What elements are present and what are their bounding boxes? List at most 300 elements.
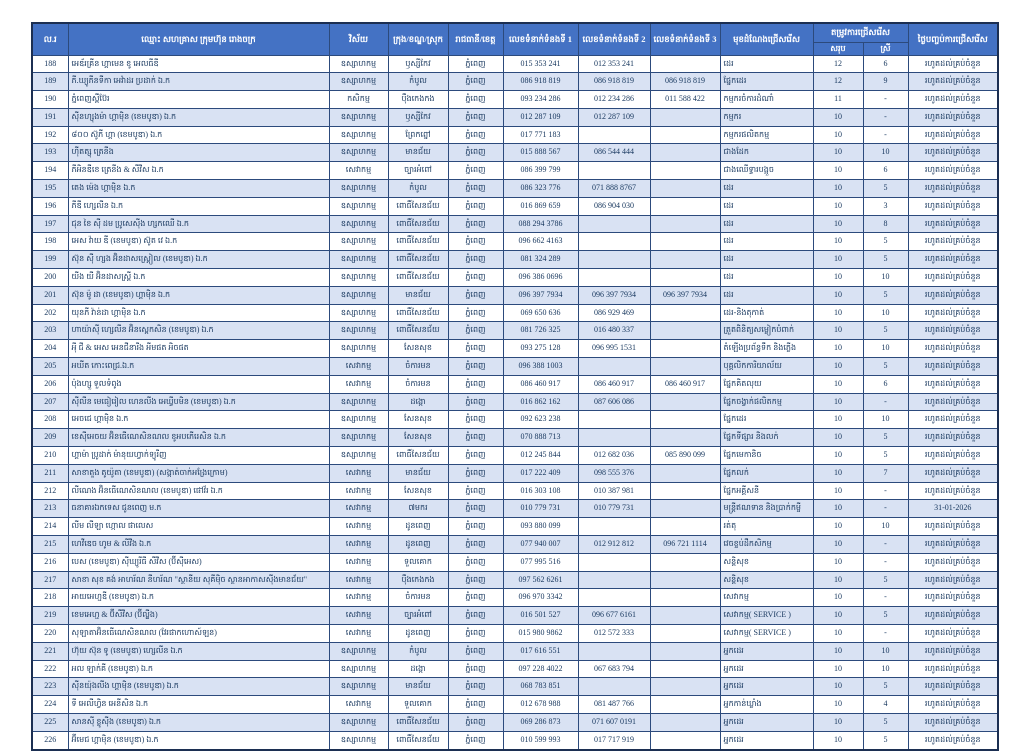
- cell-province: ភ្នំពេញ: [448, 464, 503, 482]
- cell-province: ភ្នំពេញ: [448, 642, 503, 660]
- cell-demand-female: 4: [863, 696, 908, 714]
- cell-no: 212: [32, 482, 68, 500]
- table-row: [32, 375, 998, 393]
- cell-no: 200: [32, 269, 68, 287]
- cell-demand-female: 10: [863, 411, 908, 429]
- cell-phone2: 067 683 794: [578, 660, 650, 678]
- cell-province: ភ្នំពេញ: [448, 678, 503, 696]
- cell-no: 188: [32, 55, 68, 73]
- cell-province: ភ្នំពេញ: [448, 553, 503, 571]
- cell-district: ពោធិ៍សែនជ័យ: [388, 447, 448, 465]
- cell-demand-female: 5: [863, 358, 908, 376]
- cell-demand-total: 10: [813, 215, 863, 233]
- cell-position: អ្នកកាន់ឃ្លាំង: [720, 696, 813, 714]
- cell-phone3: [650, 660, 720, 678]
- cell-sector: ឧស្សាហកម្ម: [329, 304, 388, 322]
- cell-phone1: 096 970 3342: [503, 589, 578, 607]
- cell-demand-female: 6: [863, 55, 908, 73]
- cell-demand-female: 5: [863, 607, 908, 625]
- table-row: [32, 269, 998, 287]
- cell-phone3: [650, 358, 720, 376]
- cell-phone3: [650, 500, 720, 518]
- cell-demand-female: -: [863, 536, 908, 554]
- cell-phone3: [650, 108, 720, 126]
- cell-province: ភ្នំពេញ: [448, 108, 503, 126]
- cell-district: ដង្កោ: [388, 393, 448, 411]
- cell-sector: សេវាកម្ម: [329, 607, 388, 625]
- cell-demand-total: 10: [813, 607, 863, 625]
- cell-province: ភ្នំពេញ: [448, 571, 503, 589]
- table-row: [32, 553, 998, 571]
- cell-company-name: ស៊ុន ម៉ូ ដា (ខេមបូឌា) ហ្គាម៉ិន ឯ.ក: [68, 286, 329, 304]
- cell-deadline: រហូតដល់គ្រប់ចំនួន: [908, 536, 998, 554]
- cell-deadline: រហូតដល់គ្រប់ចំនួន: [908, 144, 998, 162]
- cell-sector: ឧស្សាហកម្ម: [329, 429, 388, 447]
- cell-demand-total: 10: [813, 500, 863, 518]
- table-row: [32, 197, 998, 215]
- cell-deadline: រហូតដល់គ្រប់ចំនួន: [908, 482, 998, 500]
- cell-phone3: [650, 607, 720, 625]
- cell-position: បុគ្គលិកការិយាល័យ: [720, 358, 813, 376]
- cell-phone2: 071 888 8767: [578, 180, 650, 198]
- cell-deadline: រហូតដល់គ្រប់ចំនួន: [908, 304, 998, 322]
- table-row: [32, 447, 998, 465]
- cell-demand-female: 6: [863, 162, 908, 180]
- cell-deadline: រហូតដល់គ្រប់ចំនួន: [908, 73, 998, 91]
- cell-province: ភ្នំពេញ: [448, 500, 503, 518]
- cell-position: កម្មករ: [720, 108, 813, 126]
- table-row: [32, 536, 998, 554]
- cell-demand-female: 3: [863, 197, 908, 215]
- table-row: [32, 642, 998, 660]
- cell-no: 194: [32, 162, 68, 180]
- cell-province: ភ្នំពេញ: [448, 144, 503, 162]
- cell-position: តំឡើងប្រព័ន្ធទឹក និងភ្លើង: [720, 340, 813, 358]
- cell-company-name: ធនាគារឯកទេស ជូនពេញ ម.ក: [68, 500, 329, 518]
- cell-demand-female: -: [863, 108, 908, 126]
- cell-sector: ឧស្សាហកម្ម: [329, 286, 388, 304]
- cell-company-name: សាខា សុខ គង់ អាហរ័ណ នីហរ័ណ "ស្ថានីយ សុគីម៉ិច ស្ថានអាកាសស៊ីងមានជ័យ": [68, 571, 329, 589]
- cell-phone1: 017 771 183: [503, 126, 578, 144]
- cell-no: 190: [32, 91, 68, 109]
- cell-sector: ឧស្សាហកម្ម: [329, 55, 388, 73]
- cell-province: ភ្នំពេញ: [448, 73, 503, 91]
- cell-demand-female: 10: [863, 660, 908, 678]
- cell-province: ភ្នំពេញ: [448, 518, 503, 536]
- cell-company-name: សុឡាតាអ៊ិនធើណេសិនណល (វែរផាកហោស៍ឡន): [68, 625, 329, 643]
- cell-sector: សេវាកម្ម: [329, 500, 388, 518]
- cell-phone2: [578, 678, 650, 696]
- table-row: [32, 500, 998, 518]
- cell-phone2: 012 234 286: [578, 91, 650, 109]
- cell-sector: សេវាកម្ម: [329, 162, 388, 180]
- cell-phone3: [650, 678, 720, 696]
- table-row: [32, 358, 998, 376]
- cell-no: 204: [32, 340, 68, 358]
- cell-deadline: រហូតដល់គ្រប់ចំនួន: [908, 589, 998, 607]
- cell-district: មានជ័យ: [388, 144, 448, 162]
- cell-company-name: លីណេង អ៊ិនធើណេសិនណល (ខេមបូឌា) ផៅវ័រ ឯ.ក: [68, 482, 329, 500]
- cell-district: ពោធិ៍សែនជ័យ: [388, 269, 448, 287]
- cell-sector: សេវាកម្ម: [329, 553, 388, 571]
- cell-province: ភ្នំពេញ: [448, 126, 503, 144]
- cell-demand-total: 10: [813, 464, 863, 482]
- cell-no: 210: [32, 447, 68, 465]
- cell-no: 219: [32, 607, 68, 625]
- cell-phone3: [650, 180, 720, 198]
- cell-province: ភ្នំពេញ: [448, 197, 503, 215]
- table-row: [32, 180, 998, 198]
- cell-phone1: 068 783 851: [503, 678, 578, 696]
- cell-province: ភ្នំពេញ: [448, 482, 503, 500]
- cell-demand-total: 10: [813, 642, 863, 660]
- cell-company-name: ប៉ុងហ្សួ ទួលទំពូង: [68, 375, 329, 393]
- cell-sector: ឧស្សាហកម្ម: [329, 340, 388, 358]
- cell-demand-female: 10: [863, 144, 908, 162]
- cell-phone1: 081 726 325: [503, 322, 578, 340]
- cell-district: ចំការមន: [388, 358, 448, 376]
- cell-sector: សេវាកម្ម: [329, 589, 388, 607]
- cell-no: 195: [32, 180, 68, 198]
- cell-deadline: រហូតដល់គ្រប់ចំនួន: [908, 678, 998, 696]
- cell-phone3: [650, 215, 720, 233]
- table-row: [32, 144, 998, 162]
- cell-demand-total: 10: [813, 589, 863, 607]
- cell-phone1: 096 388 1003: [503, 358, 578, 376]
- cell-demand-total: 10: [813, 286, 863, 304]
- cell-no: 222: [32, 660, 68, 678]
- cell-province: ភ្នំពេញ: [448, 411, 503, 429]
- table-row: [32, 464, 998, 482]
- cell-company-name: ហ្គាម៉ា ប្រូដាក់ ម៉ានុយហ្វាក់ទ្យូរីញ: [68, 447, 329, 465]
- cell-district: កំបូល: [388, 180, 448, 198]
- cell-phone1: 016 501 527: [503, 607, 578, 625]
- cell-deadline: រហូតដល់គ្រប់ចំនួន: [908, 447, 998, 465]
- cell-province: ភ្នំពេញ: [448, 340, 503, 358]
- cell-phone3: [650, 713, 720, 731]
- cell-no: 213: [32, 500, 68, 518]
- cell-sector: ឧស្សាហកម្ម: [329, 713, 388, 731]
- cell-province: ភ្នំពេញ: [448, 215, 503, 233]
- cell-province: ភ្នំពេញ: [448, 625, 503, 643]
- cell-phone3: [650, 55, 720, 73]
- cell-position: ជាងដែក: [720, 144, 813, 162]
- cell-sector: ឧស្សាហកម្ម: [329, 144, 388, 162]
- cell-company-name: អាយអេហ្ជឌី (ខេមបូឌា) ឯ.ក: [68, 589, 329, 607]
- cell-company-name: សានស៊ី ខ្លូស៊ីង (ខេមបូឌា) ឯ.ក: [68, 713, 329, 731]
- cell-position: ដេរ: [720, 55, 813, 73]
- cell-phone2: 086 544 444: [578, 144, 650, 162]
- cell-demand-female: 6: [863, 375, 908, 393]
- table-row: [32, 108, 998, 126]
- table-row: [32, 233, 998, 251]
- cell-deadline: រហូតដល់គ្រប់ចំនួន: [908, 251, 998, 269]
- cell-sector: ឧស្សាហកម្ម: [329, 678, 388, 696]
- cell-phone1: 070 888 713: [503, 429, 578, 447]
- cell-phone3: 085 890 099: [650, 447, 720, 465]
- cell-phone1: 012 678 988: [503, 696, 578, 714]
- cell-deadline: រហូតដល់គ្រប់ចំនួន: [908, 215, 998, 233]
- cell-position: ផ្នែកទីផ្សារ និងលក់: [720, 429, 813, 447]
- table-row: [32, 518, 998, 536]
- cell-phone2: [578, 233, 650, 251]
- cell-deadline: រហូតដល់គ្រប់ចំនួន: [908, 375, 998, 393]
- cell-district: ព្រែកព្នៅ: [388, 126, 448, 144]
- cell-province: ភ្នំពេញ: [448, 607, 503, 625]
- cell-demand-female: 9: [863, 73, 908, 91]
- cell-deadline: រហូតដល់គ្រប់ចំនួន: [908, 126, 998, 144]
- header-company-name: ឈ្មោះ សហគ្រាស ក្រុមហ៊ុន រោងចក្រ: [68, 23, 329, 55]
- cell-no: 196: [32, 197, 68, 215]
- cell-deadline: រហូតដល់គ្រប់ចំនួន: [908, 625, 998, 643]
- table-row: [32, 393, 998, 411]
- cell-demand-total: 10: [813, 536, 863, 554]
- cell-demand-total: 10: [813, 126, 863, 144]
- cell-district: សែនសុខ: [388, 429, 448, 447]
- cell-sector: ឧស្សាហកម្ម: [329, 269, 388, 287]
- cell-no: 226: [32, 731, 68, 749]
- cell-company-name: ភី.ឃ្យូភីនទីកា អេវ៉ាដរ ប្រដាក់ ឯ.ក: [68, 73, 329, 91]
- cell-phone2: 012 572 333: [578, 625, 650, 643]
- cell-phone2: 012 912 812: [578, 536, 650, 554]
- cell-phone3: 086 460 917: [650, 375, 720, 393]
- cell-phone3: [650, 571, 720, 589]
- cell-province: ភ្នំពេញ: [448, 286, 503, 304]
- cell-no: 221: [32, 642, 68, 660]
- cell-province: ភ្នំពេញ: [448, 91, 503, 109]
- cell-phone1: 092 623 238: [503, 411, 578, 429]
- cell-demand-female: 5: [863, 322, 908, 340]
- cell-province: ភ្នំពេញ: [448, 713, 503, 731]
- cell-demand-total: 10: [813, 340, 863, 358]
- cell-district: កំបូល: [388, 73, 448, 91]
- cell-phone2: 071 607 0191: [578, 713, 650, 731]
- cell-phone3: [650, 393, 720, 411]
- cell-phone3: 086 918 819: [650, 73, 720, 91]
- cell-phone1: 010 599 993: [503, 731, 578, 749]
- cell-no: 215: [32, 536, 68, 554]
- cell-province: ភ្នំពេញ: [448, 162, 503, 180]
- cell-demand-total: 10: [813, 144, 863, 162]
- cell-company-name: ភ្នំពេញស្ពឺប៊ែរ: [68, 91, 329, 109]
- cell-phone3: 011 588 422: [650, 91, 720, 109]
- cell-position: អ្នកដេរ: [720, 660, 813, 678]
- cell-district: ច្បារអំពៅ: [388, 162, 448, 180]
- cell-phone3: [650, 482, 720, 500]
- cell-no: 198: [32, 233, 68, 251]
- cell-phone2: 086 918 819: [578, 73, 650, 91]
- cell-phone1: 096 397 7934: [503, 286, 578, 304]
- cell-position: សេវាកម្ម( SERVICE ): [720, 625, 813, 643]
- cell-company-name: ស៊ុន ស៊ី ហ្សង អ៊ិនដាសស្រ្តៀល (ខេមបូឌា) ឯ.ក: [68, 251, 329, 269]
- cell-phone2: 017 717 919: [578, 731, 650, 749]
- cell-district: ទួលគោក: [388, 553, 448, 571]
- cell-position: អ្នកដេរ: [720, 678, 813, 696]
- cell-district: ចំការមន: [388, 375, 448, 393]
- cell-sector: ឧស្សាហកម្ម: [329, 731, 388, 749]
- cell-position: ដេរ: [720, 215, 813, 233]
- table-row: [32, 696, 998, 714]
- cell-deadline: រហូតដល់គ្រប់ចំនួន: [908, 642, 998, 660]
- cell-deadline: រហូតដល់គ្រប់ចំនួន: [908, 55, 998, 73]
- cell-sector: ឧស្សាហកម្ម: [329, 197, 388, 215]
- cell-company-name: អ៊ីមេជ ហ្គាម៉ិន (ខេមបូឌា) ឯ.ក: [68, 731, 329, 749]
- cell-position: ដេរ: [720, 269, 813, 287]
- cell-demand-total: 10: [813, 304, 863, 322]
- cell-deadline: រហូតដល់គ្រប់ចំនួន: [908, 464, 998, 482]
- table-row: [32, 322, 998, 340]
- cell-deadline: រហូតដល់គ្រប់ចំនួន: [908, 731, 998, 749]
- cell-sector: ឧស្សាហកម្ម: [329, 108, 388, 126]
- cell-demand-female: -: [863, 393, 908, 411]
- cell-position: អ្នកដេរ: [720, 713, 813, 731]
- cell-position: កម្មករចំការដំណាំ: [720, 91, 813, 109]
- cell-phone2: [578, 429, 650, 447]
- table-row: [32, 55, 998, 73]
- cell-sector: ឧស្សាហកម្ម: [329, 393, 388, 411]
- cell-demand-total: 10: [813, 713, 863, 731]
- cell-demand-total: 10: [813, 322, 863, 340]
- cell-province: ភ្នំពេញ: [448, 269, 503, 287]
- cell-company-name: លីម លីឡា ហ្កោល ផាលេស: [68, 518, 329, 536]
- cell-no: 217: [32, 571, 68, 589]
- cell-deadline: រហូតដល់គ្រប់ចំនួន: [908, 286, 998, 304]
- cell-district: ពោធិ៍សែនជ័យ: [388, 304, 448, 322]
- cell-position: សេវាកម្ម( SERVICE ): [720, 607, 813, 625]
- cell-phone2: 086 929 469: [578, 304, 650, 322]
- cell-no: 191: [32, 108, 68, 126]
- cell-district: មានជ័យ: [388, 464, 448, 482]
- cell-demand-total: 10: [813, 731, 863, 749]
- cell-demand-total: 11: [813, 91, 863, 109]
- cell-deadline: រហូតដល់គ្រប់ចំនួន: [908, 571, 998, 589]
- cell-demand-female: -: [863, 553, 908, 571]
- cell-demand-female: -: [863, 91, 908, 109]
- cell-sector: ឧស្សាហកម្ម: [329, 215, 388, 233]
- cell-district: ប៉ឹងកេងកង: [388, 91, 448, 109]
- table-header: [32, 23, 998, 55]
- cell-province: ភ្នំពេញ: [448, 180, 503, 198]
- cell-position: វេចខ្ចប់ដឹកសិកម្ម: [720, 536, 813, 554]
- cell-phone2: [578, 358, 650, 376]
- cell-province: ភ្នំពេញ: [448, 358, 503, 376]
- cell-company-name: ៨០០ ស៊ូភី ហ្គា (ខេមបូឌា) ឯ.ក: [68, 126, 329, 144]
- cell-district: ពោធិ៍សែនជ័យ: [388, 251, 448, 269]
- cell-district: ពោធិ៍សែនជ័យ: [388, 731, 448, 749]
- cell-company-name: អេឌ័រគ្រីន ហ្គាមេន ខូ អេលធីឌី: [68, 55, 329, 73]
- cell-company-name: អល ឡាក់គី (ខេមបូឌា) ឯ.ក: [68, 660, 329, 678]
- cell-phone1: 016 869 659: [503, 197, 578, 215]
- cell-company-name: ហ៊ុយ ស៊ុន ទូ (ខេមបូឌា) ហ្សេលីន ឯ.ក: [68, 642, 329, 660]
- cell-demand-female: 10: [863, 340, 908, 358]
- cell-phone3: [650, 322, 720, 340]
- cell-sector: ឧស្សាហកម្ម: [329, 447, 388, 465]
- cell-demand-female: 10: [863, 518, 908, 536]
- cell-province: ភ្នំពេញ: [448, 251, 503, 269]
- cell-sector: ឧស្សាហកម្ម: [329, 73, 388, 91]
- cell-province: ភ្នំពេញ: [448, 322, 503, 340]
- cell-company-name: ហាយ៉ាស៊ី ហ្សេលីន អ៊ិនស្ពេកសិន (ខេមបូឌា) ឯ.ក: [68, 322, 329, 340]
- cell-district: ដង្កោ: [388, 660, 448, 678]
- cell-company-name: យុនភី វ៉ាន់ដា ហ្គាម៉ិន ឯ.ក: [68, 304, 329, 322]
- cell-deadline: រហូតដល់គ្រប់ចំនួន: [908, 713, 998, 731]
- cell-demand-total: 10: [813, 180, 863, 198]
- cell-no: 199: [32, 251, 68, 269]
- table-body: [32, 55, 998, 750]
- cell-district: ទួលគោក: [388, 696, 448, 714]
- cell-company-name: សាខាតួង តូយ៉ូតា (ខេមបូឌា) (សង្កាត់ចាក់អង្រែក្រោម): [68, 464, 329, 482]
- cell-phone2: [578, 571, 650, 589]
- cell-phone2: [578, 553, 650, 571]
- cell-phone1: 015 980 9862: [503, 625, 578, 643]
- cell-district: មានជ័យ: [388, 286, 448, 304]
- cell-district: កំបូល: [388, 642, 448, 660]
- table-row: [32, 411, 998, 429]
- cell-demand-female: -: [863, 625, 908, 643]
- cell-phone1: 017 616 551: [503, 642, 578, 660]
- cell-sector: សេវាកម្ម: [329, 571, 388, 589]
- cell-demand-total: 10: [813, 553, 863, 571]
- cell-no: 202: [32, 304, 68, 322]
- cell-district: សែនសុខ: [388, 411, 448, 429]
- cell-company-name: អេស វ៉ាយ ឌី (ខេមបូឌា) ស៊ូត វេ ឯ.ក: [68, 233, 329, 251]
- cell-demand-total: 10: [813, 233, 863, 251]
- cell-position: ផ្នែកដេរ: [720, 411, 813, 429]
- cell-phone3: [650, 411, 720, 429]
- cell-demand-total: 10: [813, 411, 863, 429]
- cell-demand-total: 10: [813, 625, 863, 643]
- cell-no: 220: [32, 625, 68, 643]
- header-phone2: លេខទំនាក់ទំនងទី 2: [578, 23, 650, 55]
- cell-deadline: រហូតដល់គ្រប់ចំនួន: [908, 180, 998, 198]
- cell-sector: សេវាកម្ម: [329, 358, 388, 376]
- cell-deadline: រហូតដល់គ្រប់ចំនួន: [908, 518, 998, 536]
- cell-demand-total: 10: [813, 197, 863, 215]
- cell-demand-female: -: [863, 482, 908, 500]
- cell-phone3: [650, 464, 720, 482]
- cell-phone1: 015 888 567: [503, 144, 578, 162]
- cell-demand-female: 5: [863, 713, 908, 731]
- cell-demand-female: 7: [863, 464, 908, 482]
- cell-sector: ឧស្សាហកម្ម: [329, 126, 388, 144]
- cell-phone3: [650, 233, 720, 251]
- cell-phone1: 015 353 241: [503, 55, 578, 73]
- cell-no: 197: [32, 215, 68, 233]
- cell-no: 209: [32, 429, 68, 447]
- cell-no: 189: [32, 73, 68, 91]
- cell-district: ពោធិ៍សែនជ័យ: [388, 197, 448, 215]
- cell-phone3: [650, 429, 720, 447]
- cell-phone2: 081 487 766: [578, 696, 650, 714]
- cell-deadline: រហូតដល់គ្រប់ចំនួន: [908, 429, 998, 447]
- cell-demand-female: 8: [863, 215, 908, 233]
- cell-demand-female: -: [863, 500, 908, 518]
- cell-province: ភ្នំពេញ: [448, 660, 503, 678]
- cell-district: ដូនពេញ: [388, 536, 448, 554]
- cell-company-name: អឃីត កោះពេជ្រ.ឯ.ក: [68, 358, 329, 376]
- cell-phone1: 012 245 844: [503, 447, 578, 465]
- table-row: [32, 91, 998, 109]
- cell-district: ឫស្សីកែវ: [388, 55, 448, 73]
- cell-province: ភ្នំពេញ: [448, 731, 503, 749]
- cell-district: ឫស្សីកែវ: [388, 108, 448, 126]
- cell-position: ផ្នែកចង្វាក់ផលិតកម្ម: [720, 393, 813, 411]
- cell-demand-total: 10: [813, 660, 863, 678]
- table-row: [32, 340, 998, 358]
- cell-deadline: 31-01-2026: [908, 500, 998, 518]
- cell-province: ភ្នំពេញ: [448, 429, 503, 447]
- cell-phone2: [578, 589, 650, 607]
